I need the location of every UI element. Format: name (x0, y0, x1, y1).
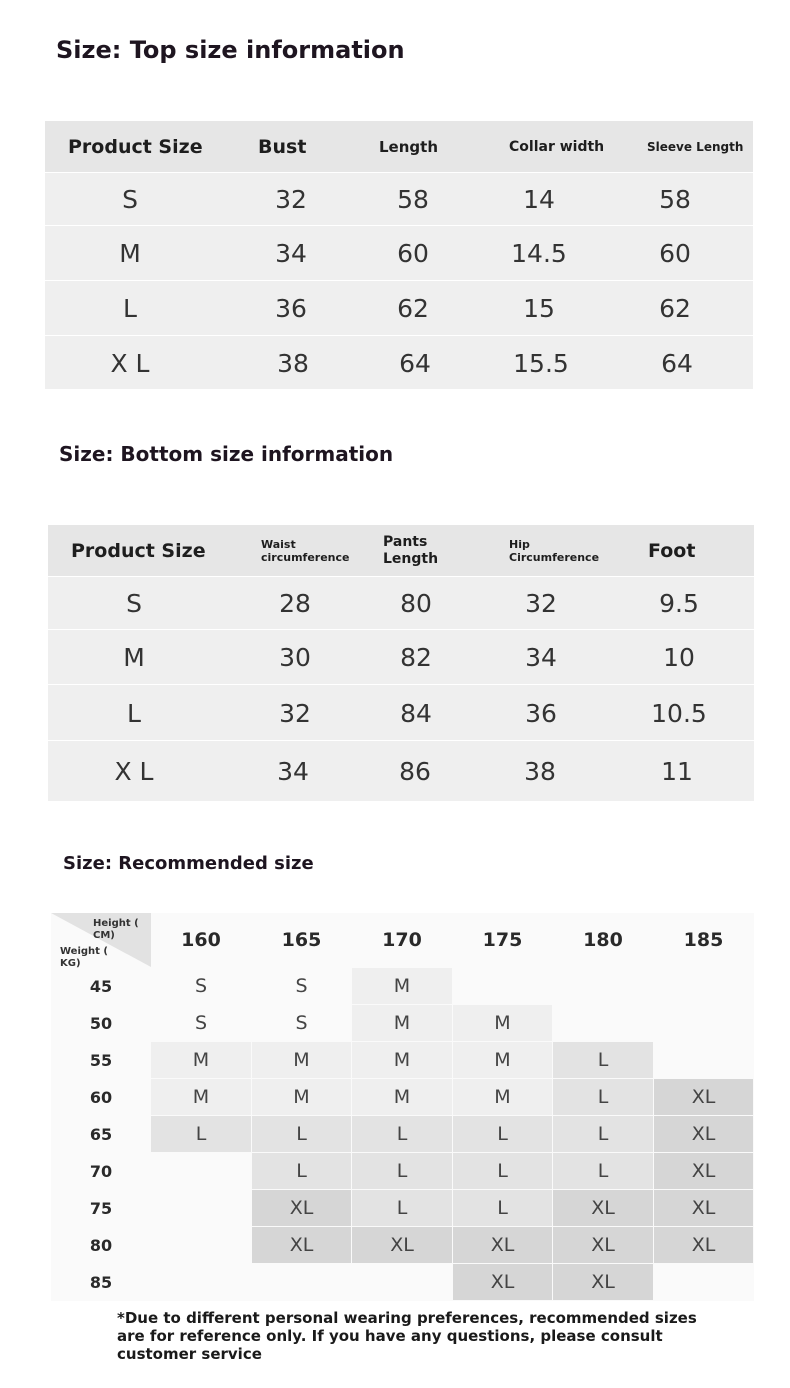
table-row (45, 280, 753, 336)
bottom-section-title: Size: Bottom size information (59, 442, 394, 466)
table-row (48, 629, 754, 685)
recommended-size-cell: M (151, 1042, 251, 1078)
recommended-size-cell: XL (453, 1264, 552, 1300)
header-pants-length-label: Pants Length (383, 533, 439, 567)
recommended-size-cell (453, 968, 552, 1004)
cell-collar: 15.5 (513, 348, 569, 378)
disclaimer-note: *Due to different personal wearing preferences, recommended sizes are for reference only. If you have any questions, please consult customer service (117, 1309, 697, 1363)
height-header-cell: 185 (654, 913, 753, 967)
recommended-size-cell: XL (654, 1153, 753, 1189)
header-length: Length (379, 137, 438, 156)
recommended-size-cell: L (453, 1153, 552, 1189)
cell-hip: 34 (525, 643, 557, 672)
cell-pants: 80 (400, 589, 432, 618)
recommended-size-cell (654, 1042, 753, 1078)
recommended-size-cell: L (352, 1116, 452, 1152)
recommended-size-cell (151, 1153, 251, 1189)
table-row (45, 225, 753, 281)
cell-pants: 86 (399, 757, 431, 786)
recommended-size-cell: M (352, 1042, 452, 1078)
recommended-size-cell: XL (252, 1227, 351, 1263)
table-row (45, 335, 753, 390)
cell-pants: 82 (400, 643, 432, 672)
recommended-size-cell: M (252, 1042, 351, 1078)
cell-sleeve: 62 (659, 294, 691, 323)
cell-size: X L (110, 348, 150, 378)
cell-size: M (119, 239, 141, 268)
cell-size: M (123, 643, 145, 672)
height-header-cell: 170 (352, 913, 452, 967)
recommended-size-cell: XL (654, 1190, 753, 1226)
recommended-size-cell: XL (252, 1190, 351, 1226)
weight-row-header: 45 (89, 976, 113, 996)
recommended-size-cell: XL (654, 1116, 753, 1152)
recommended-size-cell (252, 1264, 351, 1300)
cell-foot: 10.5 (651, 698, 707, 728)
recommended-size-cell: L (553, 1153, 653, 1189)
bottom-size-table (48, 525, 754, 801)
header-product-size: Product Size (71, 539, 206, 562)
cell-waist: 34 (277, 757, 309, 786)
height-header-cell: 160 (151, 913, 251, 967)
recommended-size-cell: S (151, 1005, 251, 1041)
recommended-size-cell: S (151, 968, 251, 1004)
bottom-table-header (48, 525, 754, 576)
table-row (48, 740, 754, 802)
header-collar-width: Collar width (509, 138, 605, 155)
table-row (45, 172, 753, 226)
cell-waist: 30 (279, 643, 311, 672)
cell-bust: 38 (277, 348, 309, 378)
recommended-size-cell (654, 968, 753, 1004)
cell-hip: 32 (525, 589, 557, 618)
weight-row-header: 50 (89, 1013, 113, 1033)
corner-height-label: Height ( CM) (93, 918, 139, 941)
recommended-size-cell: XL (553, 1264, 653, 1300)
weight-row-header: 75 (89, 1198, 113, 1218)
cell-sleeve: 64 (661, 348, 693, 378)
recommended-size-cell: M (453, 1079, 552, 1115)
table-row (48, 684, 754, 741)
recommended-size-cell (553, 1005, 653, 1041)
weight-row-header: 55 (89, 1050, 113, 1070)
weight-row-header: 80 (89, 1235, 113, 1255)
cell-collar: 15 (523, 294, 555, 323)
cell-sleeve: 58 (659, 185, 691, 214)
table-row (48, 576, 754, 630)
height-header-cell: 175 (453, 913, 552, 967)
recommended-size-grid (51, 913, 754, 1301)
recommended-size-cell: M (352, 968, 452, 1004)
recommended-size-cell: L (553, 1116, 653, 1152)
cell-length: 62 (397, 294, 429, 323)
recommended-size-cell: L (252, 1116, 351, 1152)
corner-weight-label: Weight ( KG) (60, 946, 108, 969)
height-header-cell: 165 (252, 913, 351, 967)
recommended-size-cell: M (151, 1079, 251, 1115)
cell-hip: 36 (525, 698, 557, 728)
recommended-size-cell (151, 1264, 251, 1300)
cell-hip: 38 (524, 757, 556, 786)
cell-waist: 32 (279, 698, 311, 728)
cell-size: S (126, 589, 142, 618)
cell-collar: 14.5 (511, 239, 567, 268)
header-hip-label: Hip Circumference (509, 537, 600, 564)
recommended-size-cell (151, 1227, 251, 1263)
cell-length: 58 (397, 185, 429, 214)
recommended-size-cell (654, 1264, 753, 1300)
recommended-size-cell: L (151, 1116, 251, 1152)
recommended-size-cell: XL (654, 1227, 753, 1263)
weight-row-header: 85 (89, 1272, 113, 1292)
cell-length: 64 (399, 348, 431, 378)
recommended-size-cell: XL (553, 1190, 653, 1226)
recommended-size-cell: M (252, 1079, 351, 1115)
recommended-size-cell: M (352, 1079, 452, 1115)
cell-foot: 10 (663, 643, 695, 672)
recommended-size-cell (151, 1190, 251, 1226)
top-table-header (45, 121, 753, 172)
recommended-size-cell: L (553, 1042, 653, 1078)
header-waist (261, 525, 356, 576)
recommended-size-cell: L (453, 1116, 552, 1152)
header-pants-length (383, 525, 453, 576)
recommended-size-cell: XL (453, 1227, 552, 1263)
recommended-size-cell: S (252, 1005, 351, 1041)
header-bust: Bust (258, 135, 307, 158)
recommended-size-cell: S (252, 968, 351, 1004)
recommended-size-cell (654, 1005, 753, 1041)
recommended-size-cell: L (553, 1079, 653, 1115)
recommended-size-cell: M (352, 1005, 452, 1041)
cell-pants: 84 (400, 698, 432, 728)
header-waist-label: Waist circumference (261, 537, 350, 564)
cell-collar: 14 (523, 185, 555, 214)
weight-row-header: 60 (89, 1087, 113, 1107)
cell-foot: 9.5 (659, 589, 699, 618)
cell-size: X L (114, 757, 154, 786)
height-header-cell: 180 (553, 913, 653, 967)
weight-row-header: 70 (89, 1161, 113, 1181)
recommended-size-cell (553, 968, 653, 1004)
cell-bust: 36 (275, 294, 307, 323)
header-sleeve-length: Sleeve Length (647, 139, 744, 154)
recommended-section-title: Size: Recommended size (63, 853, 314, 874)
top-size-table (45, 121, 753, 389)
header-hip (509, 525, 609, 576)
recommended-size-cell: L (252, 1153, 351, 1189)
cell-length: 60 (397, 239, 429, 268)
cell-size: S (122, 185, 138, 214)
cell-waist: 28 (279, 589, 311, 618)
cell-bust: 34 (275, 239, 307, 268)
cell-size: L (123, 294, 137, 323)
recommended-size-cell (352, 1264, 452, 1300)
recommended-size-cell: L (453, 1190, 552, 1226)
recommended-size-cell: L (352, 1153, 452, 1189)
header-foot: Foot (648, 539, 696, 562)
recommended-size-cell: M (453, 1042, 552, 1078)
recommended-size-cell: L (352, 1190, 452, 1226)
cell-sleeve: 60 (659, 239, 691, 268)
weight-row-header: 65 (89, 1124, 113, 1144)
cell-bust: 32 (275, 185, 307, 214)
recommended-size-cell: XL (553, 1227, 653, 1263)
recommended-size-cell: M (453, 1005, 552, 1041)
header-product-size: Product Size (68, 135, 203, 158)
recommended-size-cell: XL (352, 1227, 452, 1263)
top-section-title: Size: Top size information (56, 36, 405, 64)
recommended-size-cell: XL (654, 1079, 753, 1115)
cell-foot: 11 (661, 757, 693, 786)
cell-size: L (127, 698, 141, 728)
